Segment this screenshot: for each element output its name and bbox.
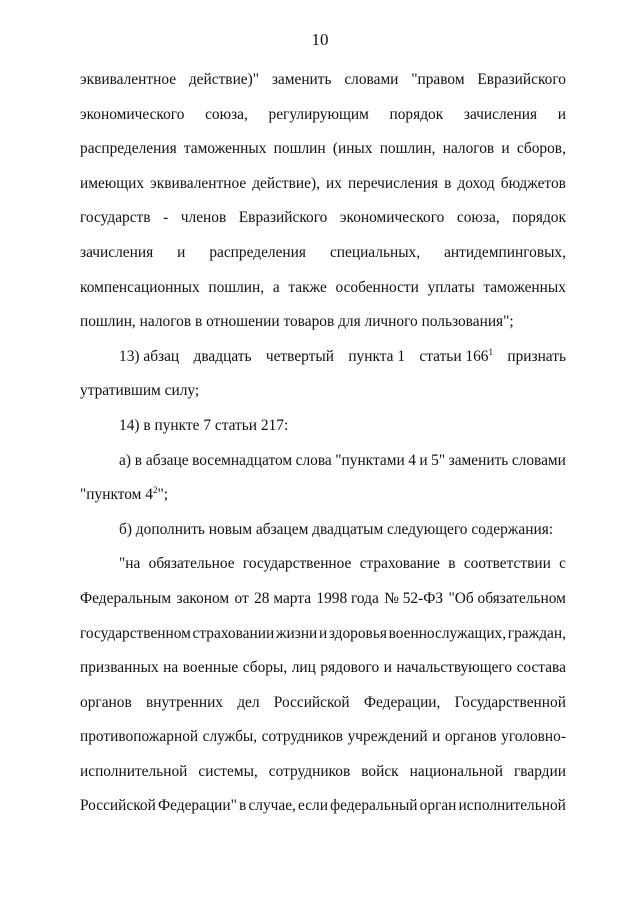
text-word: слова xyxy=(295,451,332,469)
text-word: пошлин, xyxy=(208,278,265,296)
text-word: в xyxy=(239,797,247,815)
text-word: лиц xyxy=(291,659,316,677)
text-word: и xyxy=(501,140,510,158)
text-word: уголовно- xyxy=(501,728,566,746)
text-word: порядок xyxy=(512,209,566,227)
text-word: "на xyxy=(119,555,141,573)
text-word: Федеральным xyxy=(80,589,172,607)
text-word: членов xyxy=(180,209,227,227)
text-word: словами xyxy=(344,71,399,88)
text-line-4 xyxy=(80,167,566,202)
text-word: Федерации, xyxy=(363,693,441,711)
superscript-pointed: 2 xyxy=(152,485,158,496)
text-word: граждан, xyxy=(507,624,566,642)
text-word: исполнительной xyxy=(80,762,188,780)
text-word: Российской xyxy=(273,693,350,711)
text-line-5 xyxy=(80,201,566,236)
text-word: военные xyxy=(182,659,239,677)
text-word: особенности xyxy=(335,278,419,296)
text-word: № 52-ФЗ xyxy=(384,589,444,607)
text-word: антидемпинговых, xyxy=(444,243,566,261)
text-word: "пунктом 4 xyxy=(80,486,153,504)
text-word: их xyxy=(326,174,342,192)
text-word: соответствии xyxy=(463,555,551,573)
text-word: страховании xyxy=(192,624,275,642)
text-line-6 xyxy=(80,236,566,271)
text-line-3 xyxy=(80,132,566,167)
text-line-2 xyxy=(80,98,566,133)
text-word: таможенных xyxy=(483,278,566,296)
text-word: Евразийского xyxy=(477,71,566,88)
text-word: исполнительной xyxy=(458,797,566,815)
text-word: и xyxy=(383,659,392,677)
text-word: 13) абзац xyxy=(119,347,180,365)
text-word: (иных xyxy=(332,140,373,158)
text-word: здоровья xyxy=(328,624,387,642)
text-word: двадцать xyxy=(193,347,252,365)
text-word: случае, xyxy=(248,797,296,815)
text-word: также xyxy=(288,278,327,296)
text-line-1 xyxy=(80,63,566,98)
text-word: национальной xyxy=(409,762,503,780)
text-word: с xyxy=(559,555,566,573)
text-word: 1998 года xyxy=(316,589,379,607)
text-word: государственное xyxy=(242,555,352,573)
quote-line-4 xyxy=(80,651,566,686)
text-word: сотрудников xyxy=(261,728,344,746)
quote-line-2 xyxy=(80,582,566,617)
text-word: и xyxy=(318,624,328,642)
text-line-7 xyxy=(80,271,566,306)
paragraph-13 xyxy=(80,340,566,375)
text-word: органов xyxy=(80,693,132,711)
text-word: экономического xyxy=(80,105,185,123)
text-word: государств xyxy=(80,209,151,227)
text-word: таможенных xyxy=(183,140,267,158)
text-word: имеющих xyxy=(80,174,145,192)
quote-line-6 xyxy=(80,720,566,755)
text-word: орган xyxy=(419,797,457,815)
text-word: пошлин xyxy=(273,140,326,158)
text-word: признать xyxy=(507,347,566,365)
text-word: 28 марта xyxy=(254,589,312,607)
text-word: уплаты xyxy=(427,278,475,296)
text-word: органов xyxy=(444,728,497,746)
text-word: союза, xyxy=(205,105,248,123)
text-word: и xyxy=(177,243,186,261)
text-word: а xyxy=(272,278,280,296)
text-word: войск xyxy=(361,762,399,780)
text-word: четвертый xyxy=(265,347,334,365)
text-word: Федерации" xyxy=(157,797,237,815)
text-word: пошлин, xyxy=(379,140,436,158)
superscript-166: 1 xyxy=(488,346,493,357)
text-word: зачисления xyxy=(463,105,538,123)
text-word: от xyxy=(234,589,249,607)
text-word: зачисления xyxy=(80,243,154,261)
text-word: заменить xyxy=(448,451,509,469)
text-word: службы, xyxy=(202,728,258,746)
text-word: действие)" xyxy=(188,71,260,88)
text-word: если xyxy=(298,797,328,815)
text-word: страхование xyxy=(359,555,440,573)
text-word: распределения xyxy=(80,140,177,158)
text-word: и xyxy=(557,105,566,123)
text-word: и xyxy=(419,451,428,469)
text-word: "пунктами xyxy=(335,451,405,469)
text-word: внутренних xyxy=(145,693,223,711)
quote-line-8 xyxy=(80,789,566,824)
text-word: призванных xyxy=(80,659,159,677)
text-word: сотрудников xyxy=(268,762,351,780)
text-word: в xyxy=(448,555,456,573)
text-word: рядового xyxy=(320,659,380,677)
text-word: обязательное xyxy=(148,555,235,573)
text-word: сборы, xyxy=(242,659,288,677)
quote-line-5 xyxy=(80,686,566,721)
text-word: начальствующего xyxy=(396,659,513,677)
text-word: действие), xyxy=(252,174,320,192)
quote-line-3 xyxy=(80,617,566,652)
text-word: распределения xyxy=(209,243,306,261)
text-word: жизни xyxy=(275,624,318,642)
text-word: словами xyxy=(511,451,566,469)
text-word: статьи 166 xyxy=(419,347,489,365)
text-word: на xyxy=(163,659,179,677)
paragraph-14: 14) в пункте 7 статьи 217: xyxy=(119,416,289,434)
text-line-8: пошлин, налогов в отношении товаров для личного пользования"; xyxy=(80,313,514,331)
text-word: учреждений xyxy=(347,728,428,746)
paragraph-a xyxy=(80,444,566,479)
text-word: - xyxy=(163,209,169,227)
text-word: эквивалентное xyxy=(150,174,247,192)
text-word: состава xyxy=(516,659,566,677)
text-word: противопожарной xyxy=(80,728,199,746)
text-word: 4 xyxy=(408,451,416,469)
text-word: регулирующим xyxy=(268,105,369,123)
text-word: эквивалентное xyxy=(80,71,177,88)
text-line-10: утратившим силу; xyxy=(80,382,200,400)
page-number: 10 xyxy=(311,30,329,49)
text-word: государственном xyxy=(80,624,191,642)
text-word: бюджетов xyxy=(500,174,566,192)
text-word: "Об обязательном xyxy=(448,589,566,607)
text-word: экономического xyxy=(339,209,445,227)
document-body xyxy=(80,63,566,824)
paragraph-b: б) дополнить новым абзацем двадцатым следующего содержания: xyxy=(119,520,554,538)
text-word: Евразийского xyxy=(238,209,328,227)
text-word: сборов, xyxy=(516,140,566,158)
text-word: доход xyxy=(457,174,495,192)
quote-line-7 xyxy=(80,755,566,790)
text-word: в xyxy=(444,174,452,192)
text-word: 5" xyxy=(431,451,446,469)
text-word: Государственной xyxy=(454,693,566,711)
quote-line-1 xyxy=(80,547,566,582)
text-word xyxy=(419,340,493,375)
text-word: "; xyxy=(157,486,168,504)
text-word: федеральный xyxy=(330,797,418,815)
text-word: компенсационных xyxy=(80,278,200,296)
text-word: военнослужащих, xyxy=(388,624,507,642)
text-word: гвардии xyxy=(513,762,566,780)
text-word: системы, xyxy=(198,762,258,780)
text-word: порядок xyxy=(389,105,444,123)
text-word: дел xyxy=(237,693,260,711)
text-line-13 xyxy=(80,478,566,513)
text-word: Российской xyxy=(80,797,156,815)
text-word: а) в абзаце xyxy=(119,451,189,469)
text-word: специальных, xyxy=(329,243,421,261)
text-word: налогов xyxy=(442,140,495,158)
text-word: восемнадцатом xyxy=(192,451,293,469)
text-word: "правом xyxy=(411,71,465,88)
text-word: и xyxy=(432,728,441,746)
text-word: союза, xyxy=(456,209,500,227)
text-word: пункта 1 xyxy=(348,347,406,365)
text-word: законом xyxy=(176,589,230,607)
text-word: заменить xyxy=(271,71,332,88)
text-word: перечисления xyxy=(347,174,439,192)
